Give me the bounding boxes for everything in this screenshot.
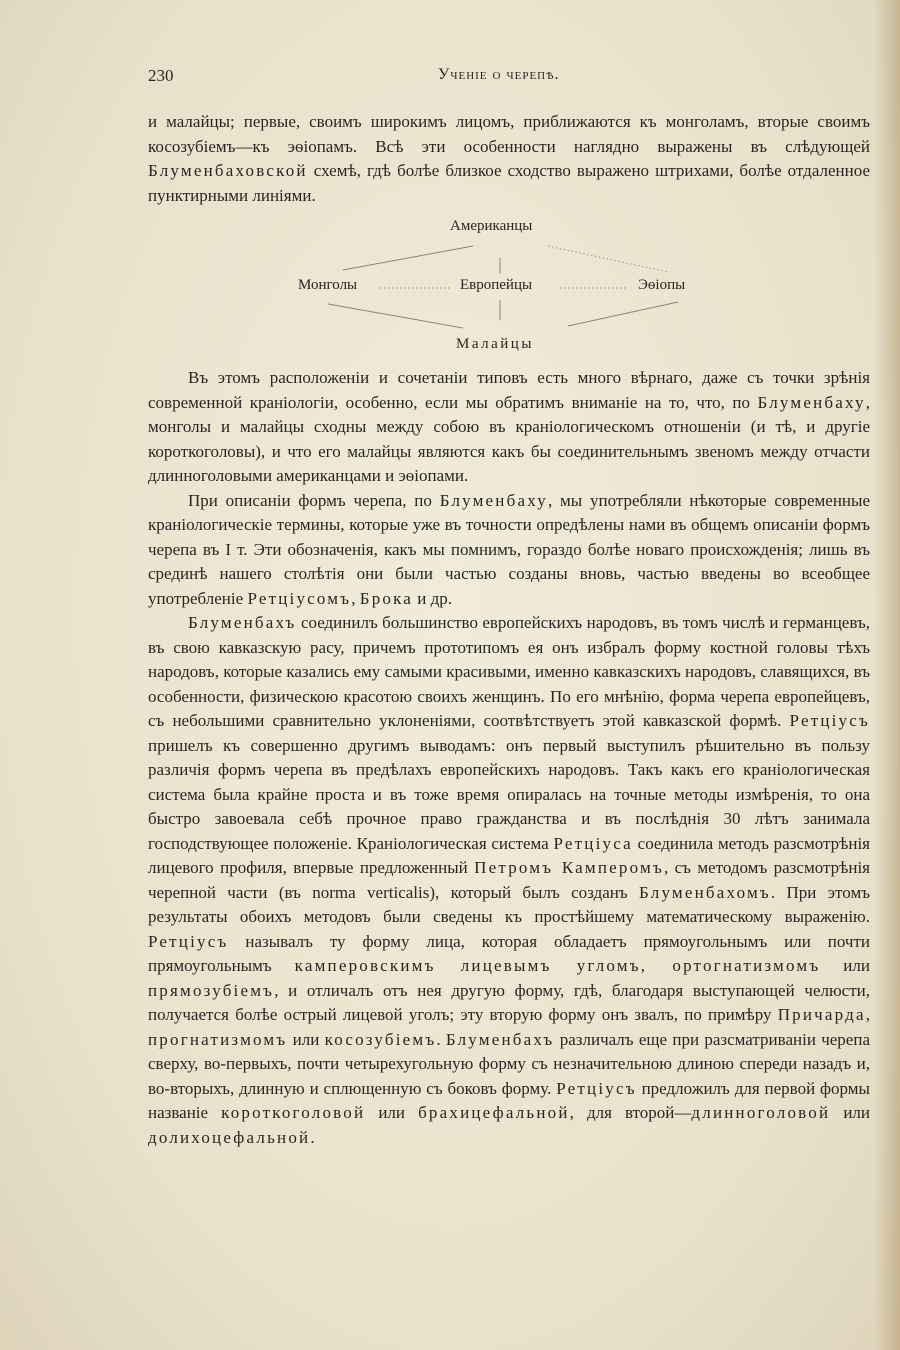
page-edge-shadow (874, 0, 900, 1350)
label-americans: Американцы (450, 218, 533, 234)
label-ethiopians: Эѳіопы (638, 277, 686, 293)
paragraph-1: Въ этомъ расположеніи и сочетаніи типовъ есть много вѣрнаго, даже съ точки зрѣнія современной краніологіи, особенно, если мы обратимъ вниманіе на то, что, по Блуменбаху, монголы и малайцы сходны между собою въ краніологическомъ отношеніи (и тѣ, и другіе короткоголовы), и что его малайцы являются какъ бы соединительнымъ звеномъ между отчасти длинноголовыми американцами и эѳіопами. (148, 368, 870, 485)
running-title: Ученіе о черепѣ. (438, 66, 560, 83)
page-number: 230 (148, 66, 174, 85)
race-scheme-diagram (148, 210, 870, 360)
paragraph-2: При описаніи формъ черепа, по Блуменбаху, мы употребляли нѣкоторые современные краніологическіе термины, которые уже въ точности опредѣлены нами въ общемъ описаніи формъ черепа въ I т. Эти обозначенія, какъ мы помнимъ, гораздо болѣе новаго происхожденія; лишь въ срединѣ нашего столѣтія они были частью созданы вновь, частью введены во всеобщее употребленіе Ретціусомъ, Брока и др. (148, 490, 870, 608)
body-text (148, 366, 870, 1150)
label-mongols: Монголы (298, 277, 358, 293)
paragraph-3: Блуменбахъ соединилъ большинство европейскихъ народовъ, въ томъ числѣ и германцевъ, въ свою кавказскую расу, причемъ прототипомъ ея онъ избралъ форму костной головы тѣхъ народовъ, которые казались ему самыми красивыми, именно кавказскихъ народовъ, славящихся, въ особенности, физическою красотою своихъ женщинъ. По его мнѣнію, форма черепа европейцевъ, съ небольшими сравнительно уклоненіями, соотвѣтствуетъ этой кавказской формѣ. Ретціусъ пришелъ къ совершенно другимъ выводамъ: онъ первый выступилъ рѣшительно въ пользу различія формъ черепа въ предѣлахъ европейскихъ народовъ. Такъ какъ его краніологическая система была крайне проста и въ тоже время опиралась на точные методы измѣренія, то она быстро завоевала себѣ прочное право гражданства и въ послѣднія 30 лѣтъ занимала господствующее положеніе. Краніологическая система Ретціуса соединила методъ разсмотрѣнія лицевого профиля, впервые предложенный Петромъ Камперомъ, съ методомъ разсмотрѣнія черепной части (въ norma verticalis), который былъ созданъ Блуменбахомъ. При этомъ результаты обоихъ методовъ были сведены къ простѣйшему математическому выраженію. Ретціусъ называлъ ту форму лица, которая обладаетъ прямоугольнымъ или почти прямоугольнымъ камперовскимъ лицевымъ угломъ, ортогнатизмомъ или прямозубіемъ, и отличалъ отъ нея другую форму, гдѣ, благодаря выступающей челюсти, получается болѣе острый лицевой уголъ; эту вторую форму онъ звалъ, по примѣру Причарда, прогнатизмомъ или косозубіемъ. Блуменбахъ различалъ еще при разсматриваніи черепа сверху, во-первыхъ, почти четырехугольную форму съ незначительною длиною спереди назадъ и, во-вторыхъ, длинную и сплющенную съ боковъ форму. Ретціусъ предложилъ для первой формы названіе короткоголовой или брахицефальной, для второй—длинноголовой или долихоцефальной. (148, 613, 871, 1147)
spaced-name: Блуменбаховской (148, 161, 308, 180)
label-malays: Малайцы (456, 336, 534, 352)
running-header (148, 66, 868, 90)
intro-paragraph: и малайцы; первые, своимъ широкимъ лицомъ, приближаются къ монголамъ, вторые своимъ косозубіемъ—къ эѳіопамъ. Всѣ эти особенности наглядно выражены въ слѣдующей Блуменбаховской схемѣ, гдѣ болѣе близкое сходство выражено штрихами, болѣе отдаленное пунктирными линіями. (148, 112, 870, 205)
label-europeans: Европейцы (460, 277, 533, 293)
